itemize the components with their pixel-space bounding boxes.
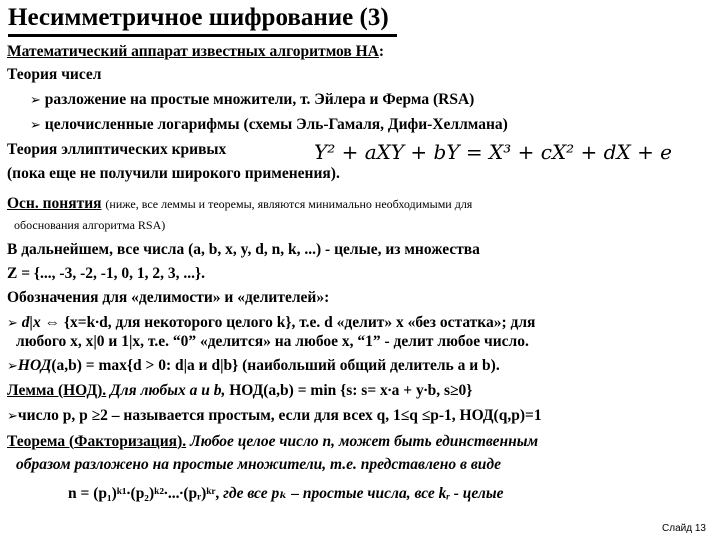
equivalence-icon: ⇔ (44, 314, 61, 331)
arrow-bullet-icon: ➢ (7, 359, 18, 374)
bullet-prime: ➢число p, p ≥2 – называется простым, если для всех q, 1≤q ≤p-1, НОД(q,p)=1 (7, 407, 542, 424)
heading-math-apparatus: Математический аппарат известных алгоритмов НА (7, 43, 379, 60)
text-line-elliptic: Теория эллиптических кривых (7, 141, 227, 158)
text-line-basic-concepts: Осн. понятия (ниже, все леммы и теоремы, являются минимально необходимыми для (7, 195, 473, 212)
slide-title: Несимметричное шифрование (3) (8, 2, 397, 37)
text-line-divides-cont: любого x, x|0 и 1|x, т.е. “0” «делится» на любое x, “1” - делит любое число. (16, 333, 529, 350)
text-line-2: Теория чисел (7, 66, 102, 83)
elliptic-curve-formula: Y² + aXY + bY = X³ + cX² + dX + e (314, 140, 673, 164)
arrow-bullet-icon: ➢ (7, 409, 18, 424)
text-line-rsa-justification: обоснования алгоритма RSA) (14, 218, 166, 232)
arrow-bullet-icon: ➢ (7, 316, 18, 331)
text-line-notation: Обозначения для «делимости» и «делителей»: (7, 289, 330, 306)
bullet-divides: ➢ d|x ⇔ {x=k∙d, для некоторого целого k}, т.е. d «делит» x «без остатка»; для (7, 314, 536, 331)
text-line-lemma: Лемма (НОД). Для любых a и b, НОД(a,b) = min {s: s= x∙a + y∙b, s≥0} (7, 382, 473, 399)
text-line-not-widely-used: (пока еще не получили широкого применения). (7, 165, 340, 182)
text-line-all-integers: В дальнейшем, все числа (a, b, x, y, d, n, k, ...) - целые, из множества (7, 241, 480, 258)
bullet-discrete-log: ➢ целочисленные логарифмы (схемы Эль-Гамаля, Дифи-Хеллмана) (30, 116, 508, 133)
bullet-factorization: ➢ разложение на простые множители, т. Эйлера и Ферма (RSA) (30, 91, 475, 108)
slide-number: Слайд 13 (662, 523, 706, 534)
bullet-gcd: ➢НОД(a,b) = max{d > 0: d|a и d|b} (наибольший общий делитель a и b). (7, 357, 500, 374)
arrow-bullet-icon: ➢ (30, 93, 41, 108)
text-line-theorem-cont: образом разложено на простые множители, т.е. представлено в виде (16, 456, 501, 473)
arrow-bullet-icon: ➢ (30, 118, 41, 133)
text-line-theorem: Теорема (Факторизация). Любое целое число n, может быть единственным (7, 433, 539, 450)
factorization-formula: n = (p₁)ᵏ¹∙(p₂)ᵏ²∙...∙(pᵣ)ᵏʳ, где все pₖ – простые числа, все kᵣ - целые (68, 485, 504, 502)
text-line-set-z: Z = {..., -3, -2, -1, 0, 1, 2, 3, ...}. (7, 265, 205, 282)
text-line-1: Математический аппарат известных алгоритмов НА: (7, 43, 385, 60)
